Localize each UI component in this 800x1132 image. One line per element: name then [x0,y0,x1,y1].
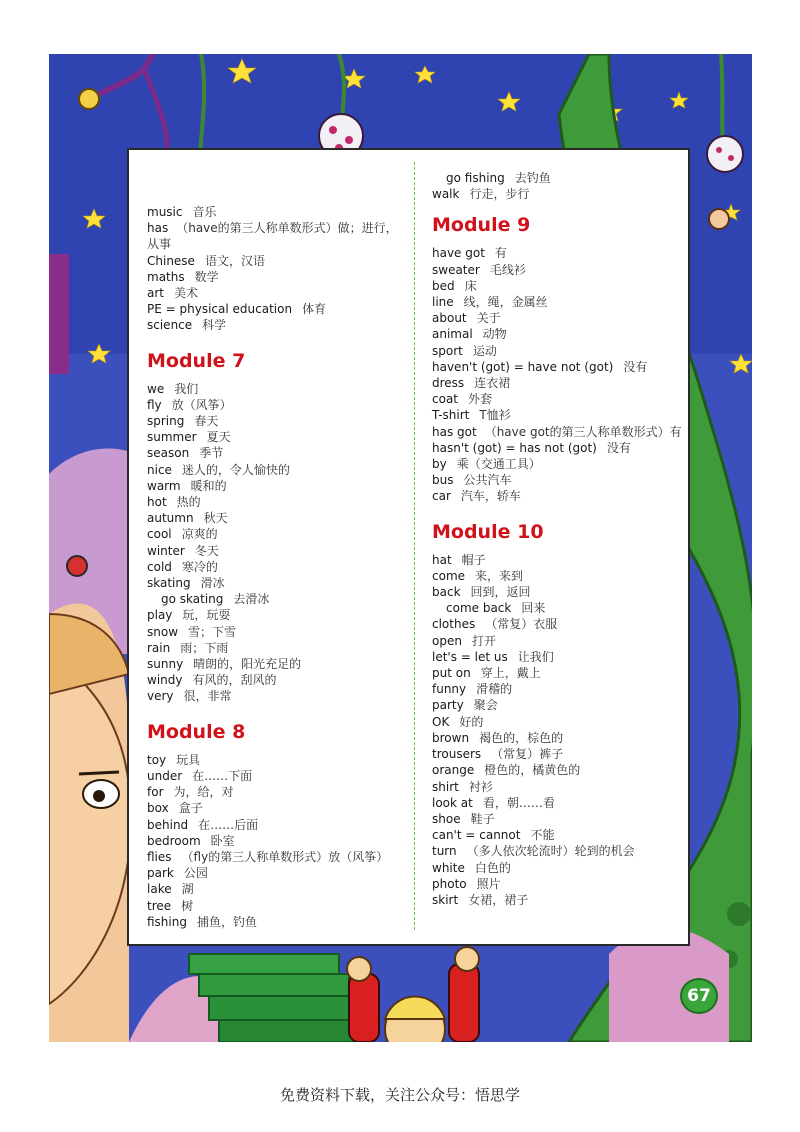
vocab-entry [147,510,409,526]
vocab-translation: 好的 [459,714,484,729]
vocab-word: maths [147,269,185,284]
vocab-translation: 外套 [468,392,493,407]
vocab-word: shoe [432,811,461,826]
vocab-word: have got [432,246,485,261]
vocab-entry [147,624,409,640]
vocab-entry [147,253,409,269]
vocab-entry [432,343,682,359]
vocab-word: animal [432,327,473,342]
vocab-word: turn [432,844,457,859]
vocab-word: winter [147,543,185,558]
vocab-word: OK [432,714,450,729]
vocab-translation: 雨；下雨 [180,640,229,655]
vocab-entry [432,811,682,827]
vocab-translation: 动物 [482,327,507,342]
vocab-word: hasn't (got) = has not (got) [432,440,597,455]
vocab-entry [432,375,682,391]
vocab-entry [147,833,409,849]
module-heading: Module 8 [147,720,246,743]
vocab-translation: 晴朗的，阳光充足的 [193,657,302,672]
vocab-word: sport [432,343,463,358]
vocab-word: behind [147,817,189,832]
vocab-entry [147,204,409,220]
vocab-translation: 秋天 [203,511,228,526]
page-number-badge: 67 [680,978,718,1014]
vocab-entry [432,552,682,568]
vocab-word: windy [147,673,183,688]
vocab-word: lake [147,882,172,897]
vocab-entry [432,616,682,632]
vocab-translation: 来，来到 [475,568,524,583]
vocab-translation: 公共汽车 [463,473,512,488]
vocab-translation: 运动 [472,343,497,358]
vocab-translation: （have的第三人称单数形式）做；进行，从事 [147,221,398,252]
vocab-translation: 打开 [471,633,496,648]
vocab-entry [432,407,682,423]
vocab-entry [432,359,682,375]
vocab-translation: 褐色的，棕色的 [479,730,564,745]
vocab-translation: 去滑冰 [233,592,270,607]
module-heading: Module 9 [432,214,531,237]
vocab-word: haven't (got) = have not (got) [432,359,614,374]
vocab-word: about [432,311,467,326]
vocab-word: white [432,860,465,875]
vocab-translation: 春天 [194,414,219,429]
vocab-entry [432,714,682,730]
vocab-word: walk [432,187,460,202]
vocab-translation: 盒子 [178,801,203,816]
vocab-word: skirt [432,892,459,907]
vocab-word: brown [432,730,470,745]
vocab-word: coat [432,392,458,407]
vocab-entry [147,752,409,768]
vocab-entry [147,688,409,704]
vocab-word: tree [147,898,172,913]
vocab-word: autumn [147,511,194,526]
vocab-entry [432,665,682,681]
vocab-word: play [147,608,173,623]
vocab-word: for [147,785,164,800]
vocab-translation: 雪；下雪 [188,624,237,639]
vocab-entry [432,278,682,294]
vocab-word: fly [147,397,162,412]
vocab-entry [432,584,682,600]
vocab-translation: 夏天 [206,430,231,445]
vocab-entry [147,607,409,623]
vocab-word: cool [147,527,172,542]
vocab-translation: 体育 [302,302,327,317]
vocab-entry [432,245,682,261]
vocab-entry [147,768,409,784]
vocab-translation: 白色的 [474,860,511,875]
vocab-word: car [432,489,451,504]
vocab-translation: 有风的，刮风的 [192,673,277,688]
vocab-entry [147,656,409,672]
vocab-translation: 没有 [606,440,631,455]
vocab-entry [432,391,682,407]
vocab-word: rain [147,640,171,655]
vocab-word: hot [147,495,167,510]
vocab-word: has [147,221,169,236]
vocab-entry [147,898,409,914]
vocab-word: season [147,446,190,461]
vocab-translation: 湖 [181,882,194,897]
column-divider [414,162,415,930]
vocab-translation: 树 [181,898,194,913]
vocab-entry [147,445,409,461]
vocab-entry [432,294,682,310]
vocab-entry [432,892,682,908]
vocab-word: dress [432,376,465,391]
vocab-word: back [432,585,461,600]
vocab-entry [432,472,682,488]
vocab-translation: 回到，返回 [470,585,531,600]
vocab-entry [432,568,682,584]
vocab-entry [432,600,682,616]
vocab-translation: （常复）衣服 [485,617,558,632]
vocab-translation: 汽车，轿车 [460,489,521,504]
vocab-translation: 衬衫 [468,779,493,794]
vocab-word: flies [147,849,172,864]
vocab-translation: 滑冰 [200,576,225,591]
vocab-word: summer [147,430,197,445]
vocab-entry [147,478,409,494]
vocab-word: park [147,866,174,881]
vocab-word: toy [147,752,167,767]
vocab-entry [432,697,682,713]
vocab-word: bedroom [147,833,201,848]
module-heading: Module 7 [147,349,246,372]
vocab-translation: 去钓鱼 [514,171,551,185]
vocab-word: clothes [432,617,476,632]
vocab-entry [432,876,682,892]
vocab-word: come back [446,601,512,616]
vocab-entry [147,672,409,688]
vocab-translation: （常复）裤子 [491,747,564,762]
vocab-word: look at [432,795,473,810]
vocab-entry [147,849,409,865]
vocab-word: PE = physical education [147,302,293,317]
vocab-entry [147,865,409,881]
vocab-translation: 冬天 [194,543,219,558]
vocab-entry [147,220,409,252]
vocab-entry [432,186,682,202]
vocab-translation: 看，朝……看 [482,795,555,810]
vocab-entry [147,285,409,301]
vocab-translation: T恤衫 [479,408,511,423]
vocab-translation: 迷人的，令人愉快的 [181,462,290,477]
vocab-entry [432,170,682,186]
vocab-entry [147,817,409,833]
vocab-translation: （fly的第三人称单数形式）放（风筝） [181,849,389,864]
vocab-entry [147,526,409,542]
vocab-translation: 连衣裙 [474,376,511,391]
vocab-translation: 照片 [476,876,501,891]
vocab-word: hat [432,552,452,567]
vocab-translation: 为，给，对 [173,785,234,800]
right-column [432,170,682,908]
vocab-entry [432,310,682,326]
vocab-translation: 捕鱼，钓鱼 [196,914,257,929]
vocab-translation: 床 [464,278,477,293]
vocab-entry [147,559,409,575]
vocab-word: line [432,295,454,310]
vocab-translation: 行走，步行 [469,187,530,202]
vocab-word: fishing [147,914,187,929]
vocab-translation: 穿上，戴上 [480,666,541,681]
vocab-translation: 凉爽的 [181,527,218,542]
module-heading: Module 10 [432,520,544,543]
vocab-word: snow [147,624,179,639]
vocab-entry [432,440,682,456]
vocab-entry [432,779,682,795]
vocab-entry [147,881,409,897]
vocab-word: orange [432,763,475,778]
vocab-translation: 公园 [183,866,208,881]
vocab-entry [147,269,409,285]
vocab-entry [432,633,682,649]
vocab-entry [432,424,682,440]
vocab-translation: 滑稽的 [476,682,513,697]
vocab-translation: 毛线衫 [489,262,526,277]
vocab-entry [147,800,409,816]
vocab-translation: （多人依次轮流时）轮到的机会 [466,844,635,859]
vocab-entry [432,488,682,504]
vocab-translation: 暖和的 [190,478,227,493]
vocab-word: we [147,381,165,396]
vocab-entry [432,649,682,665]
vocab-entry [147,429,409,445]
vocab-translation: 帽子 [461,552,486,567]
vocab-entry [432,795,682,811]
vocab-entry [147,591,409,607]
vocab-translation: 没有 [623,359,648,374]
vocab-entry [432,762,682,778]
vocab-word: by [432,457,447,472]
vocab-translation: 关于 [476,311,501,326]
vocab-translation: 科学 [202,318,227,333]
vocab-translation: 美术 [174,286,199,301]
vocab-entry [147,381,409,397]
vocab-word: nice [147,462,172,477]
vocab-entry [147,413,409,429]
vocab-word: shirt [432,779,459,794]
vocab-entry [147,462,409,478]
vocab-word: go fishing [446,171,505,185]
vocab-entry [432,746,682,762]
vocab-word: warm [147,478,181,493]
vocab-translation: 让我们 [517,649,554,664]
vocab-word: let's = let us [432,649,508,664]
vocab-word: go skating [161,592,224,607]
vocab-word: music [147,205,183,219]
vocab-word: party [432,698,464,713]
vocab-word: sunny [147,657,184,672]
vocab-word: put on [432,666,471,681]
vocab-translation: 鞋子 [470,811,495,826]
vocab-word: open [432,633,462,648]
vocab-translation: 橙色的，橘黄色的 [484,763,581,778]
vocab-word: funny [432,682,467,697]
vocab-translation: 女裙，裙子 [468,892,529,907]
vocab-word: Chinese [147,253,195,268]
vocab-translation: 数学 [194,269,219,284]
vocab-word: trousers [432,747,482,762]
vocab-translation: 放（风筝） [171,397,232,412]
vocab-word: cold [147,559,172,574]
vocab-word: come [432,568,466,583]
vocab-entry [432,262,682,278]
vocab-entry [147,575,409,591]
vocab-entry [147,543,409,559]
vocab-translation: 很，非常 [183,689,232,704]
vocab-entry [147,397,409,413]
vocab-entry [432,843,682,859]
vocab-entry [432,681,682,697]
vocab-translation: 玩，玩耍 [182,608,231,623]
vocab-translation: 季节 [199,446,224,461]
vocab-entry [432,860,682,876]
vocab-word: under [147,768,183,783]
vocab-word: spring [147,414,185,429]
vocab-word: can't = cannot [432,828,521,843]
vocab-entry [432,326,682,342]
vocab-word: art [147,286,164,301]
vocab-entry [147,317,409,333]
vocab-entry [432,730,682,746]
vocab-word: bed [432,278,455,293]
vocab-translation: （have got的第三人称单数形式）有 [484,424,682,439]
vocab-translation: 乘（交通工具） [456,457,541,472]
vocab-word: science [147,318,193,333]
left-column [147,204,409,930]
vocab-entry [147,784,409,800]
vocab-translation: 寒冷的 [181,559,218,574]
vocab-word: has got [432,424,477,439]
vocab-translation: 回来 [521,601,546,616]
vocab-translation: 在……下面 [192,768,253,783]
vocab-translation: 不能 [530,828,555,843]
vocab-entry [147,301,409,317]
vocab-translation: 音乐 [192,205,217,219]
vocab-word: T-shirt [432,408,470,423]
vocab-translation: 聚会 [473,698,498,713]
vocab-word: very [147,689,174,704]
vocab-word: sweater [432,262,480,277]
vocab-entry [147,914,409,930]
vocab-translation: 语文，汉语 [204,253,265,268]
vocab-entry [147,640,409,656]
vocab-translation: 我们 [174,381,199,396]
vocab-entry [432,827,682,843]
vocab-entry [432,456,682,472]
vocab-entry [147,494,409,510]
vocab-word: box [147,801,169,816]
vocab-word: bus [432,473,454,488]
vocab-word: skating [147,576,191,591]
vocab-translation: 有 [494,246,507,261]
vocab-translation: 线，绳，金属丝 [463,295,548,310]
vocab-translation: 热的 [176,495,201,510]
footer-text: 免费资料下载，关注公众号：悟思学 [279,1086,520,1104]
vocab-translation: 卧室 [210,833,235,848]
vocab-translation: 在……后面 [198,817,259,832]
vocab-word: photo [432,876,467,891]
vocab-translation: 玩具 [176,752,201,767]
